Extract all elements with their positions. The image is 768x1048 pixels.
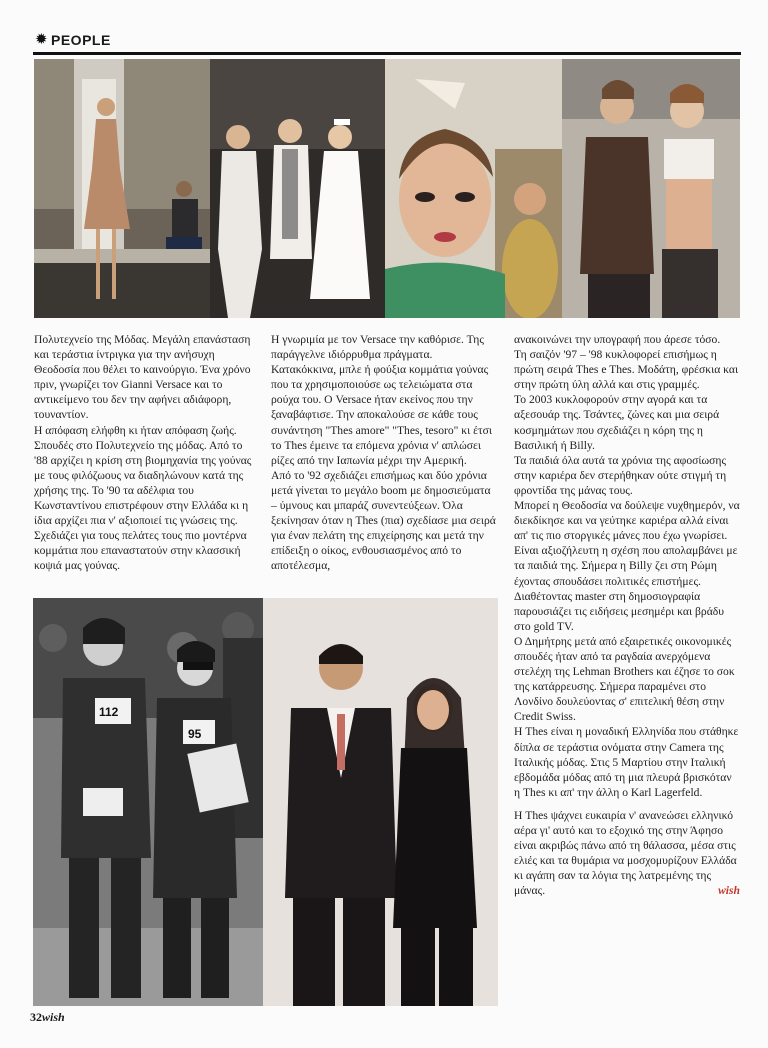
paragraph: Η Thes ψάχνει ευκαιρία ν' ανανεώσει ελληνικό αέρα γι' αυτό και το εξοχικό της στην Άφησο είναι ακριβώς πάνω από τη θάλασσα, μέσα στις ελιές και τα θυμάρια να μοσχομυρίζουν Ελλάδα κι αγάπη σαν τα λόγια της λατρεμένης της μάνας. — [514, 808, 737, 898]
paragraph: Τη σαιζόν '97 – '98 κυκλοφορεί επισήμως η πρώτη σειρά Thes e Thes. Μοδάτη, φρέσκια και στην πρώτη ύλη αλλά και στις γραμμές. — [514, 348, 739, 392]
paragraph: ανακοινώνει την υπογραφή που άρεσε τόσο. — [514, 333, 721, 346]
model-portrait-photo — [385, 59, 562, 318]
paragraph: Ο Δημήτρης μετά από εξαιρετικές οικονομικές σπουδές ήταν από τα ραγδαία ανερχόμενα στελέχη της Lehman Brothers και έζησε το σοκ της κατάρρευσης. Σήμερα παραμένει στο Λονδίνο δουλεύοντας σ' επιτελική θέση στην Credit Swiss. — [514, 634, 735, 724]
paragraph: Η Thes είναι η μοναδική Ελληνίδα που στάθηκε δίπλα σε τεράστια ονόματα στην Camera της Ιταλικής μόδας. Στις 5 Μαρτίου στην Ιταλική εβδομάδα μόδας από τη μια πλευρά βρισκόταν η Thes κι απ' την άλλη ο Karl Lagerfeld. — [514, 725, 739, 799]
signature-wish: wish — [718, 884, 740, 898]
paragraph: Πολυτεχνείο της Μόδας. Μεγάλη επανάσταση και τεράστια ίντριγκα για την ανήσυχη Θεοδοσία που θέλει το καινούργιο. Ένα χρόνο πριν, γνωρίζει τον Gianni Versace και το αντικείμενο του δεν την αφήνει αδιάφορη, τουναντίον. — [34, 333, 251, 422]
section-header — [33, 30, 741, 55]
paragraph: Τα παιδιά όλα αυτά τα χρόνια της αφοσίωσης στην καριέρα δεν στερήθηκαν ούτε στιγμή τη φροντίδα της μάνας τους. — [514, 453, 727, 497]
page-footer — [30, 1010, 65, 1025]
runway-photo — [34, 59, 210, 318]
page-number: 32 — [30, 1010, 42, 1024]
paragraph: Από το '92 σχεδιάζει επισήμως και δύο χρόνια μετά γίνεται το μεγάλο boom με δημοσιεύματα – ύμνους και μπαράζ συνεντεύξεων. Όλα ξεκίνησαν όταν η Thes (πια) σχεδίασε μια σειρά για έναν πελάτη της επιχείρησης και μετά την επίδειξη ο οίκος, ενθουσιασμένος από το αποτέλεσμα, — [271, 468, 496, 573]
paragraph: Μπορεί η Θεοδοσία να δούλεψε νυχθημερόν, να διεκδίκησε και να γεύτηκε καριέρα αλλά είναι απ' τις πιο στοργικές μάνες που έχω γνωρίσει. Είναι αξιοζήλευτη η σχέση που απολαμβάνει με τα παιδιά της. Σήμερα η Billy ζει στη Ρώμη έχοντας σπουδάσει πολιτικές επιστήμες. — [514, 499, 740, 588]
paragraph: Η απόφαση ελήφθη κι ήταν απόφαση ζωής. Σπουδές στο Πολυτεχνείο της μόδας. Από το '88 αρχίζει η κρίση στη βιομηχανία της γούνας με τους φιλόζωους να διαδηλώνουν κατά της χρήσης της. Το '90 τα αδέλφια του Κωνσταντίνου επιστρέφουν στην Ελλάδα κι η ίδια αρχίζει πια ν' αξιοποιεί τις γνώσεις της. Σχεδιάζει για τους πελάτες τους πιο μοντέρνα κομμάτια που επαναστατούν στην κλασσική κοψιά μας γούνας. — [34, 423, 252, 573]
text-column-1 — [34, 332, 256, 574]
fashion-show-crowd-photo — [33, 598, 263, 1006]
paragraph: Η γνωριμία με τον Versace την καθόρισε. Της παράγγελνε ιδιόρρυθμα πράγματα. Κατακόκκινα, μπλε ή φούξια κομμάτια γούνας που τα χρησιμοποιούσε ως τελειώματα στα ρούχα του. Ο Versace ήταν εκείνος που την ξαναβάφτισε. Την αποκαλούσε σε κάθε τους συνάντηση "Thes amore" "Thes, tesoro" κι έτσι το Thes έμεινε τα επόμενα χρόνια ν' απλώσει ρίζες από την Ιαπωνία μέχρι την Αμερική. — [271, 333, 493, 467]
text-column-2 — [271, 332, 497, 574]
two-models-photo — [562, 59, 740, 318]
section-title: PEOPLE — [51, 32, 111, 48]
sunburst-icon: ✹ — [35, 31, 48, 48]
couple-portrait-photo — [263, 598, 498, 1006]
signature-line — [514, 883, 740, 898]
bib-number-95: 95 — [188, 727, 202, 741]
paragraph: Διαθέτοντας master στη δημοσιογραφία παρουσιάζει τις ειδήσεις μεσημέρι και βράδυ στο gold TV. — [514, 589, 724, 633]
text-column-3 — [514, 332, 740, 899]
bib-number-112: 112 — [99, 705, 119, 719]
backstage-photo — [210, 59, 385, 318]
paragraph: Το 2003 κυκλοφορούν στην αγορά και τα αξεσουάρ της. Τσάντες, ζώνες και μια σειρά κοσμημάτων που σχεδιάζει η κόρη της η Βασιλική ή Billy. — [514, 393, 720, 452]
magazine-name: wish — [42, 1010, 65, 1024]
